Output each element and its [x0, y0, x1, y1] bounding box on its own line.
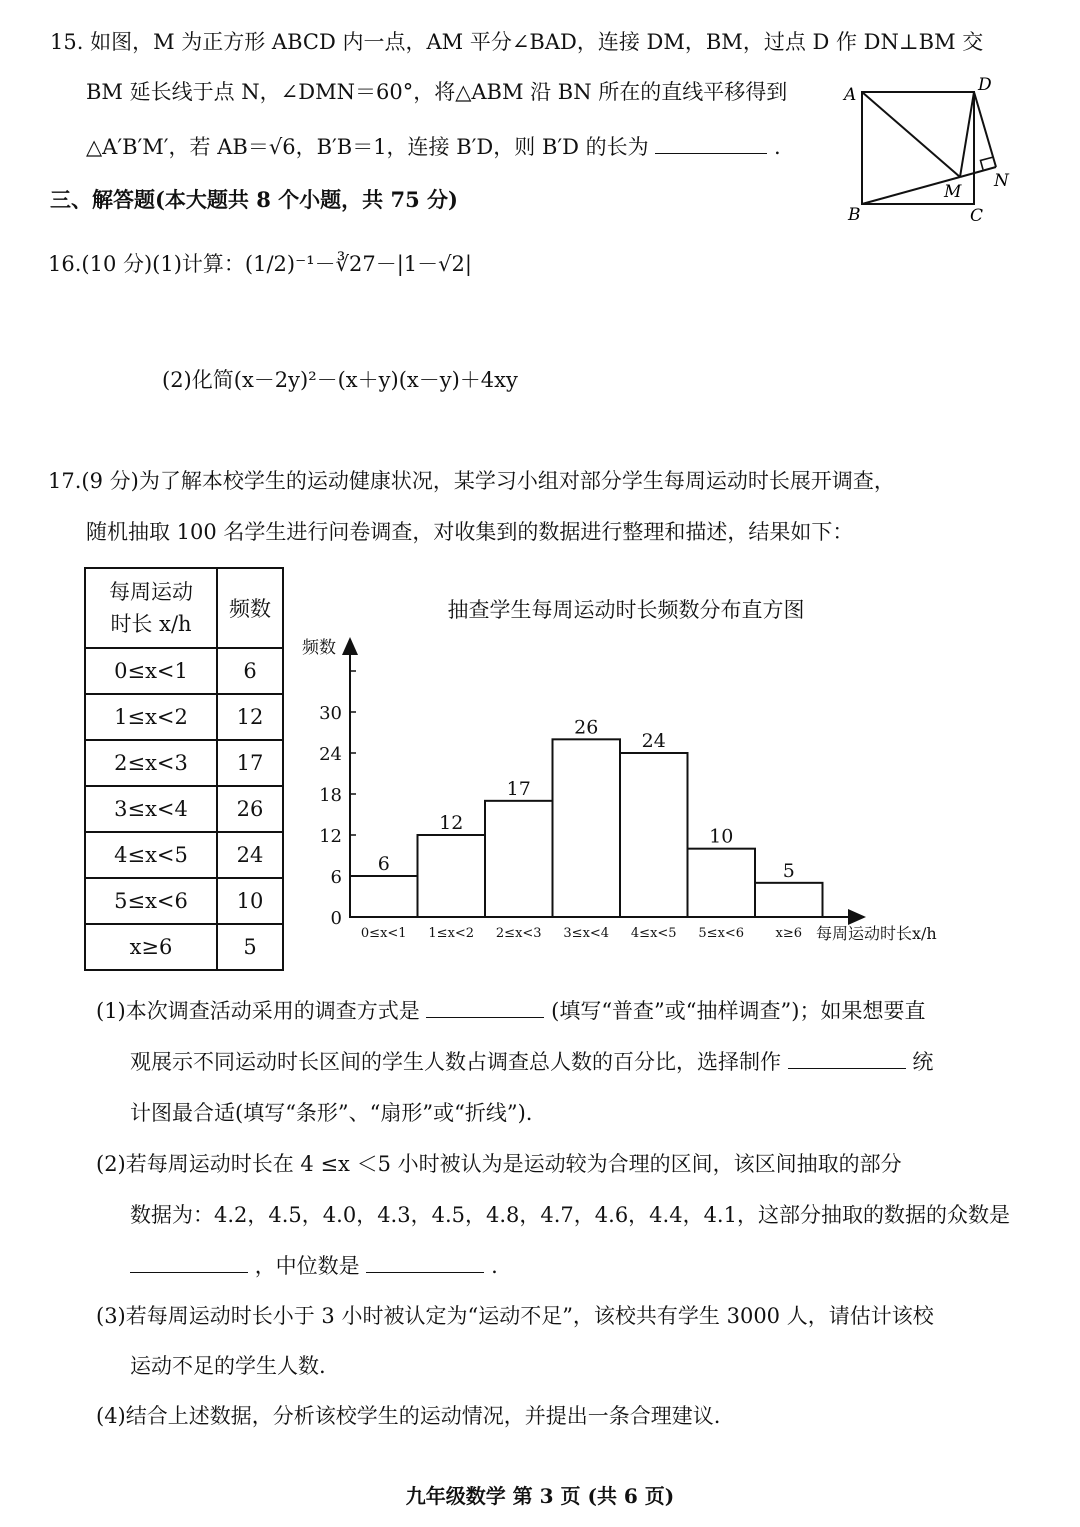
- bar-value-label: 12: [439, 812, 464, 834]
- q15-line3-text: △A′B′M′，若 AB＝√6，B′B＝1，连接 B′D，则 B′D 的长为: [86, 135, 649, 159]
- table-row: x≥6 5: [85, 924, 283, 970]
- segment-mn: [960, 167, 996, 177]
- histogram-bar: [553, 739, 621, 917]
- chart-title: 抽查学生每周运动时长频数分布直方图: [447, 598, 805, 622]
- x-tick-label: 5≤x<6: [698, 926, 745, 941]
- q17-p2-line1: (2)若每周运动时长在 4 ≤x ＜5 小时被认为是运动较为合理的区间，该区间抽取的部分: [96, 1152, 902, 1176]
- x-axis-label: 每周运动时长x/h: [816, 924, 937, 943]
- q15-answer-blank[interactable]: [655, 133, 767, 154]
- q17-p1-line1: (1)本次调查活动采用的调查方式是 (填写“普查”或“抽样调查”)；如果想要直: [96, 999, 926, 1023]
- q16-part2: (2)化简(x－2y)²－(x＋y)(x－y)＋4xy: [162, 368, 518, 392]
- q17-median-blank[interactable]: [366, 1252, 484, 1273]
- q16-part1: 16.(10 分)(1)计算：(1/2)⁻¹－∛27－|1－√2|: [48, 252, 472, 276]
- histogram-bar: [620, 753, 688, 917]
- table-row: 5≤x<6 10: [85, 878, 283, 924]
- q15-line3: [86, 133, 781, 161]
- histogram-bar: [418, 835, 486, 917]
- page-footer: 九年级数学 第 3 页 (共 6 页): [405, 1484, 675, 1508]
- q15-geometry-figure: [838, 70, 1028, 230]
- table-row: 4≤x<5 24: [85, 832, 283, 878]
- table-row: 3≤x<4 26: [85, 786, 283, 832]
- x-ticks: [361, 926, 802, 941]
- y-tick-label: 30: [319, 703, 342, 724]
- histogram-bar: [485, 801, 553, 917]
- y-tick-label: 0: [330, 908, 342, 929]
- section3-title: 三、解答题(本大题共 8 个小题，共 75 分): [50, 187, 458, 212]
- q17-p1-line3: 计图最合适(填写“条形”、“扇形”或“折线”).: [130, 1101, 533, 1125]
- q15-line2: BM 延长线于点 N，∠DMN＝60°，将△ABM 沿 BN 所在的直线平移得到: [86, 80, 788, 104]
- histogram-bar: [688, 849, 756, 917]
- q17-p2-line3: ，中位数是 .: [130, 1252, 498, 1280]
- label-a: A: [844, 85, 857, 105]
- y-tick-label: 18: [319, 785, 342, 806]
- frequency-table: [84, 567, 284, 971]
- q17-p2-line2: 数据为：4.2，4.5，4.0，4.3，4.5，4.8，4.7，4.6，4.4，4.1，这部分抽取的数据的众数是: [130, 1203, 1010, 1227]
- y-tick-label: 24: [319, 744, 342, 765]
- segment-dn: [974, 92, 996, 167]
- table-header-time: 每周运动 时长 x/h: [85, 568, 217, 648]
- x-tick-label: 2≤x<3: [495, 926, 542, 941]
- y-tick-label: 12: [319, 826, 342, 847]
- label-b: B: [848, 205, 861, 225]
- q17-p3-line2: 运动不足的学生人数.: [130, 1354, 326, 1378]
- y-tick-label: 6: [330, 867, 342, 888]
- histogram-bar: [350, 876, 418, 917]
- q17-mode-blank[interactable]: [130, 1252, 248, 1273]
- table-row: 1≤x<2 12: [85, 694, 283, 740]
- q17-p1-blank1[interactable]: [426, 997, 544, 1018]
- x-tick-label: 4≤x<5: [630, 926, 677, 941]
- q15-line1: 15. 如图，M 为正方形 ABCD 内一点，AM 平分∠BAD，连接 DM，BM，过点 D 作 DN⊥BM 交: [50, 30, 984, 54]
- y-axis-label: 频数: [302, 638, 336, 658]
- bars: [350, 716, 823, 917]
- bar-value-label: 24: [641, 730, 666, 752]
- q17-p3-line1: (3)若每周运动时长小于 3 小时被认定为“运动不足”，该校共有学生 3000 人，请估计该校: [96, 1304, 934, 1328]
- q17-p1-line2: 观展示不同运动时长区间的学生人数占调查总人数的百分比，选择制作 统: [130, 1050, 934, 1074]
- x-tick-label: 1≤x<2: [428, 926, 475, 941]
- bar-value-label: 10: [709, 825, 734, 848]
- x-tick-label: 0≤x<1: [360, 926, 407, 941]
- q17-p4: (4)结合上述数据，分析该校学生的运动情况，并提出一条合理建议.: [96, 1404, 721, 1428]
- x-tick-label: 3≤x<4: [563, 926, 610, 941]
- label-c: C: [970, 206, 984, 226]
- q17-intro1: 17.(9 分)为了解本校学生的运动健康状况，某学习小组对部分学生每周运动时长展开调查，: [48, 469, 895, 493]
- label-d: D: [978, 75, 992, 95]
- q17-p1-blank2[interactable]: [788, 1048, 906, 1069]
- label-n: N: [994, 171, 1009, 191]
- bar-value-label: 6: [377, 853, 390, 875]
- segment-am: [862, 92, 960, 177]
- bar-value-label: 5: [782, 859, 795, 882]
- histogram-bar: [755, 883, 823, 917]
- table-header-row: [85, 568, 283, 648]
- label-m: M: [944, 182, 962, 202]
- table-row: 0≤x<1 6: [85, 648, 283, 694]
- table-header-freq: 频数: [217, 568, 283, 648]
- q15-line3-end: .: [774, 135, 781, 159]
- bar-value-label: 17: [506, 777, 531, 800]
- table-row: 2≤x<3 17: [85, 740, 283, 786]
- q17-intro2: 随机抽取 100 名学生进行问卷调查，对收集到的数据进行整理和描述，结果如下：: [86, 520, 854, 544]
- histogram-chart: [296, 585, 966, 960]
- segment-dm: [960, 92, 974, 177]
- bar-value-label: 26: [574, 716, 599, 739]
- x-tick-label: x≥6: [775, 926, 802, 941]
